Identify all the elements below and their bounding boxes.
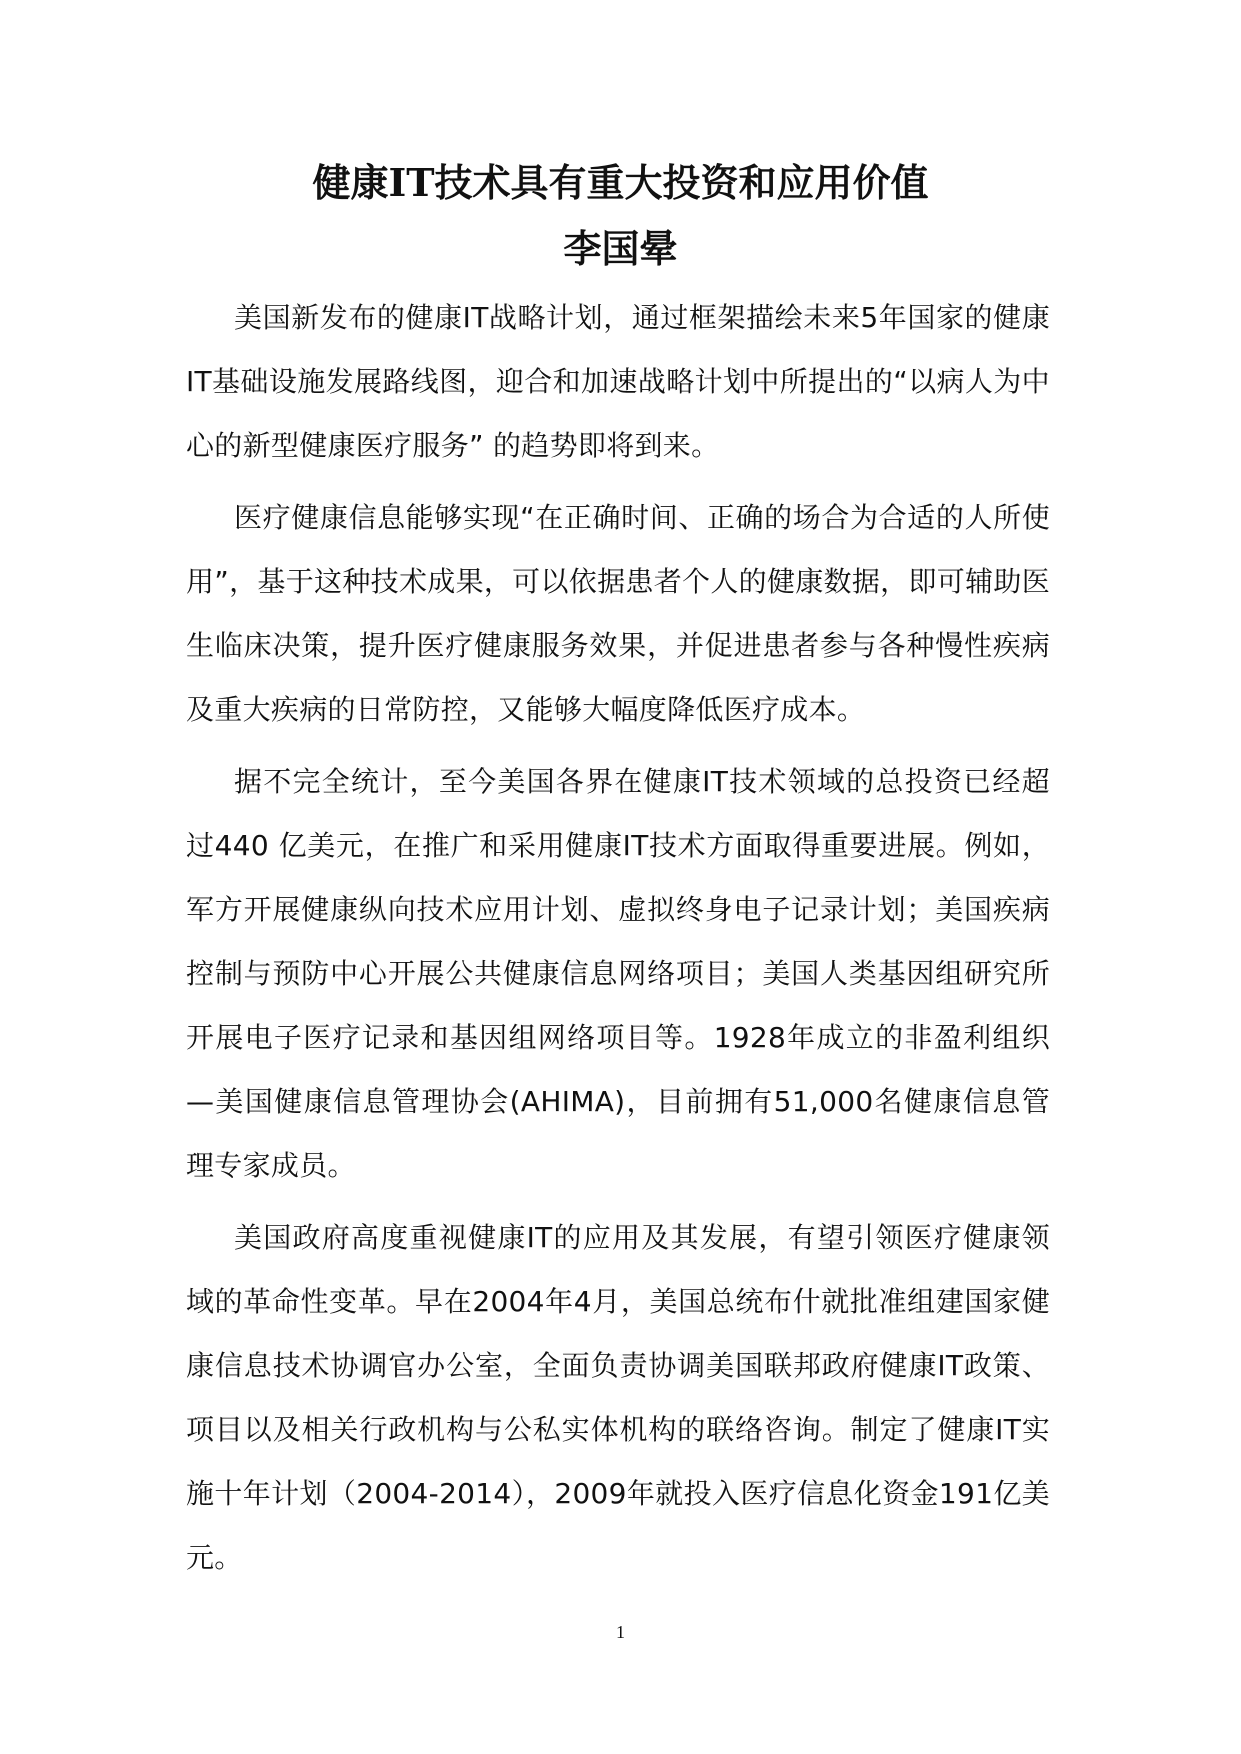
paragraph: 医疗健康信息能够实现“在正确时间、正确的场合为合适的人所使用”，基于这种技术成果，可以依据患者个人的健康数据，即可辅助医生临床决策，提升医疗健康服务效果，并促进患者参与各种慢性疾病及重大疾病的日常防控，又能够大幅度降低医疗成本。 (186, 501, 1050, 726)
paragraph: 据不完全统计，至今美国各界在健康IT技术领域的总投资已经超过440 亿美元，在推广和采用健康IT技术方面取得重要进展。例如，军方开展健康纵向技术应用计划、虚拟终身电子记录计划；美国疾病控制与预防中心开展公共健康信息网络项目；美国人类基因组研究所开展电子医疗记录和基因组网络项目等。1928年成立的非盈利组织—美国健康信息管理协会(AHIMA)，目前拥有51,000名健康信息管理专家成员。 (186, 765, 1050, 1182)
paragraph: 美国政府高度重视健康IT的应用及其发展，有望引领医疗健康领域的革命性变革。早在2004年4月，美国总统布什就批准组建国家健康信息技术协调官办公室，全面负责协调美国联邦政府健康IT政策、项目以及相关行政机构与公私实体机构的联络咨询。制定了健康IT实施十年计划（2004-2014），2009年就投入医疗信息化资金191亿美元。 (186, 1221, 1050, 1574)
paragraph: 美国新发布的健康IT战略计划，通过框架描绘未来5年国家的健康IT基础设施发展路线图，迎合和加速战略计划中所提出的“以病人为中心的新型健康医疗服务” 的趋势即将到来。 (186, 301, 1050, 462)
document-body (186, 286, 1050, 1590)
page-number: 1 (616, 1622, 625, 1642)
document-author: 李国晕 (563, 226, 678, 271)
document-title: 健康IT技术具有重大投资和应用价值 (312, 160, 929, 205)
